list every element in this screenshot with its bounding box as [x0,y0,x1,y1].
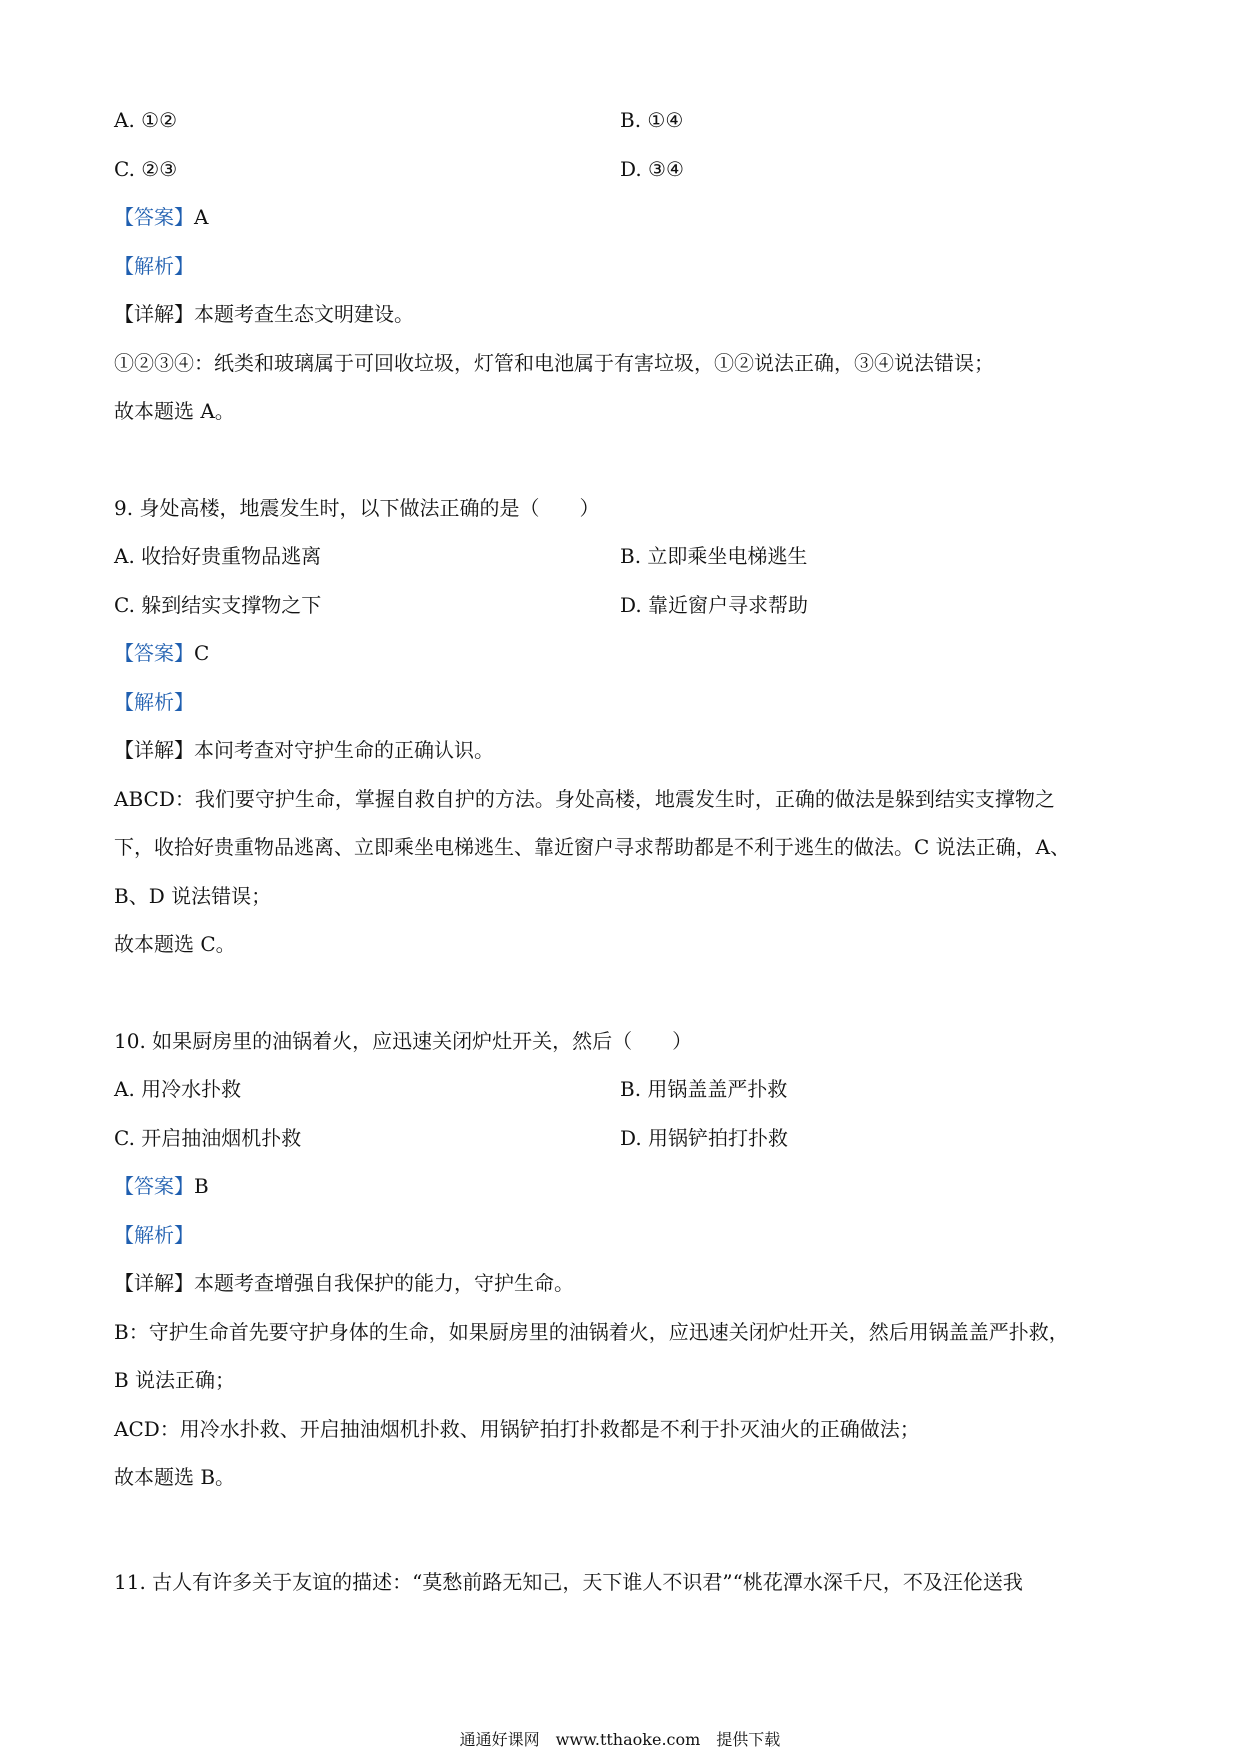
q9-answer [114,639,209,667]
answer-value: C [194,641,210,665]
q10-question: 10. 如果厨房里的油锅着火，应迅速关闭炉灶开关，然后（ ） [114,1029,693,1053]
q9-body-line-1: ABCD：我们要守护生命，掌握自救自护的方法。身处高楼，地震发生时，正确的做法是躲到结实支撑物之 [114,787,1055,811]
q8-body-line-1: ①②③④：纸类和玻璃属于可回收垃圾，灯管和电池属于有害垃圾，①②说法正确，③④说法错误； [114,351,994,375]
q9-detail: 【详解】本问考查对守护生命的正确认识。 [114,738,494,762]
q9-option-c: C. 躲到结实支撑物之下 [114,593,322,617]
q10-answer [114,1172,209,1200]
q9-question: 9. 身处高楼，地震发生时，以下做法正确的是（ ） [114,496,600,520]
q9-option-a: A. 收拾好贵重物品逃离 [114,544,322,568]
q10-analysis-tag: 【解析】 [114,1223,194,1247]
q10-detail: 【详解】本题考查增强自我保护的能力，守护生命。 [114,1271,574,1295]
q8-detail: 【详解】本题考查生态文明建设。 [114,302,414,326]
q8-analysis-tag: 【解析】 [114,254,194,278]
q11-question: 11. 古人有许多关于友谊的描述：“莫愁前路无知己，天下谁人不识君”“桃花潭水深千尺，不及汪伦送我 [114,1570,1023,1594]
q8-option-d: D. ③④ [620,157,684,181]
q10-body-line-1: B：守护生命首先要守护身体的生命，如果厨房里的油锅着火，应迅速关闭炉灶开关，然后用锅盖盖严扑救， [114,1320,1069,1344]
answer-tag: 【答案】 [114,205,194,229]
page-footer[interactable]: 通通好课网 www.tthaoke.com 提供下载 [459,1730,781,1749]
q8-option-b: B. ①④ [620,108,684,132]
q10-option-a: A. 用冷水扑救 [114,1077,242,1101]
q9-body-line-3: B、D 说法错误； [114,884,272,908]
q10-option-d: D. 用锅铲拍打扑救 [620,1126,789,1150]
q9-conclusion: 故本题选 C。 [114,932,236,956]
q8-option-c: C. ②③ [114,157,178,181]
q10-option-b: B. 用锅盖盖严扑救 [620,1077,788,1101]
q9-option-d: D. 靠近窗户寻求帮助 [620,593,809,617]
q10-body-line-3: ACD：用冷水扑救、开启抽油烟机扑救、用锅铲拍打扑救都是不利于扑灭油火的正确做法； [114,1417,920,1441]
q9-body-line-2: 下，收拾好贵重物品逃离、立即乘坐电梯逃生、靠近窗户寻求帮助都是不利于逃生的做法。C 说法正确，A、 [114,835,1071,859]
q10-option-c: C. 开启抽油烟机扑救 [114,1126,302,1150]
answer-tag: 【答案】 [114,1174,194,1198]
q8-conclusion: 故本题选 A。 [114,399,235,423]
q9-analysis-tag: 【解析】 [114,690,194,714]
answer-value: A [194,205,209,229]
q9-option-b: B. 立即乘坐电梯逃生 [620,544,808,568]
answer-tag: 【答案】 [114,641,194,665]
q8-answer [114,203,208,231]
q10-body-line-2: B 说法正确； [114,1368,236,1392]
answer-value: B [194,1174,209,1198]
q8-option-a: A. ①② [114,108,178,132]
q10-conclusion: 故本题选 B。 [114,1465,236,1489]
